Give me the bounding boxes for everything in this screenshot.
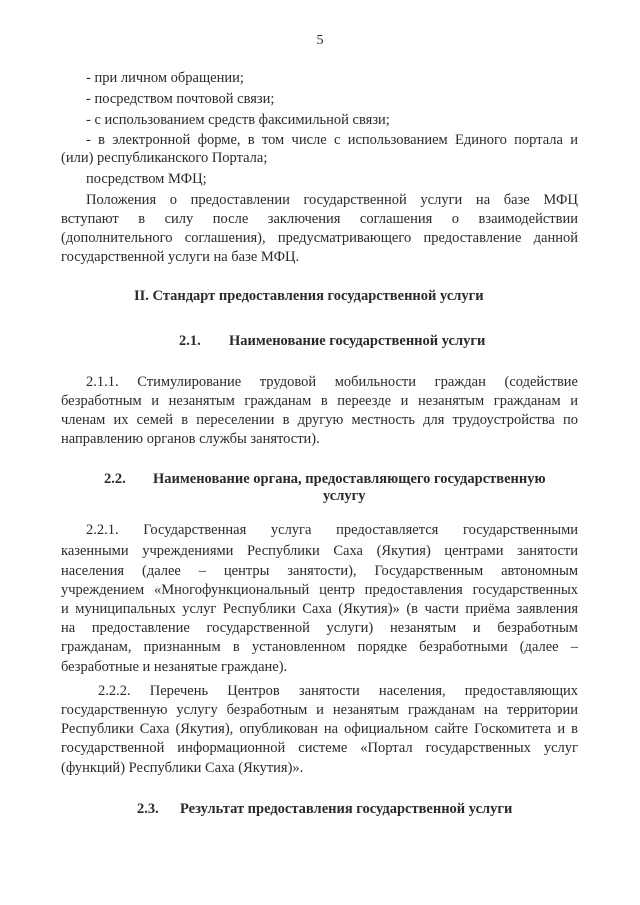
subsection-heading: Результат предоставления государственной услуги: [180, 801, 513, 817]
paragraph-line: безработные и незанятые граждане).: [61, 659, 288, 675]
paragraph-line: государственную услугу безработным и незанятым гражданам на территории: [61, 702, 578, 718]
paragraph-line: населения (далее – центры занятости), Государственным автономным: [61, 563, 578, 579]
list-item: - с использованием средств факсимильной связи;: [86, 112, 390, 128]
list-item-continued: (или) республиканского Портала;: [61, 150, 268, 166]
paragraph-line: членам их семей в переселении в другую местность для трудоустройства по: [61, 412, 578, 428]
paragraph-line: 2.2.2. Перечень Центров занятости населения, предоставляющих: [98, 683, 578, 699]
list-item: посредством МФЦ;: [86, 171, 207, 187]
paragraph-line: и муниципальных услуг Республики Саха (Якутия)» (в части приёма заявления: [61, 601, 578, 617]
page-number: 5: [316, 33, 324, 48]
subsection-heading: Наименование государственной услуги: [229, 333, 486, 349]
list-item: - посредством почтовой связи;: [86, 91, 275, 107]
list-item: - в электронной форме, в том числе с использованием Единого портала и: [86, 132, 578, 148]
paragraph-line: 2.2.1. Государственная услуга предоставляется государственными: [86, 522, 578, 538]
paragraph-line: безработным и незанятым гражданам в переезде и незанятым гражданам и: [61, 393, 578, 409]
paragraph-line: государственной информационной системе «Портал государственных услуг: [61, 740, 578, 756]
paragraph-line: (дополнительного соглашения), предусматривающего предоставление данной: [61, 230, 578, 246]
paragraph-line: Республики Саха (Якутия), опубликован на официальном сайте Госкомитета и в: [61, 721, 578, 737]
paragraph-line: на предоставление государственной услуги) незанятым и безработным: [61, 620, 578, 636]
subsection-heading: Наименование органа, предоставляющего государственную: [153, 471, 546, 487]
section-heading: II. Стандарт предоставления государственной услуги: [134, 288, 484, 304]
list-item: - при личном обращении;: [86, 70, 244, 86]
subsection-heading-continued: услугу: [323, 488, 366, 504]
subsection-number: 2.3.: [137, 801, 159, 817]
subsection-number: 2.2.: [104, 471, 126, 487]
paragraph-line: казенными учреждениями Республики Саха (Якутия) центрами занятости: [61, 543, 578, 559]
paragraph-line: (функций) Республики Саха (Якутия)».: [61, 760, 304, 776]
paragraph-line: вступают в силу после заключения соглашения о взаимодействии: [61, 211, 578, 227]
paragraph-line: гражданам, признанным в установленном порядке безработными (далее –: [61, 639, 578, 655]
paragraph-line: государственной услуги на базе МФЦ.: [61, 249, 300, 265]
paragraph-line: 2.1.1. Стимулирование трудовой мобильности граждан (содействие: [86, 374, 578, 390]
paragraph-line: учреждением «Многофункциональный центр предоставления государственных: [61, 582, 578, 598]
subsection-number: 2.1.: [179, 333, 201, 349]
paragraph-line: Положения о предоставлении государственной услуги на базе МФЦ: [86, 192, 578, 208]
paragraph-line: направлению органов службы занятости).: [61, 431, 320, 447]
